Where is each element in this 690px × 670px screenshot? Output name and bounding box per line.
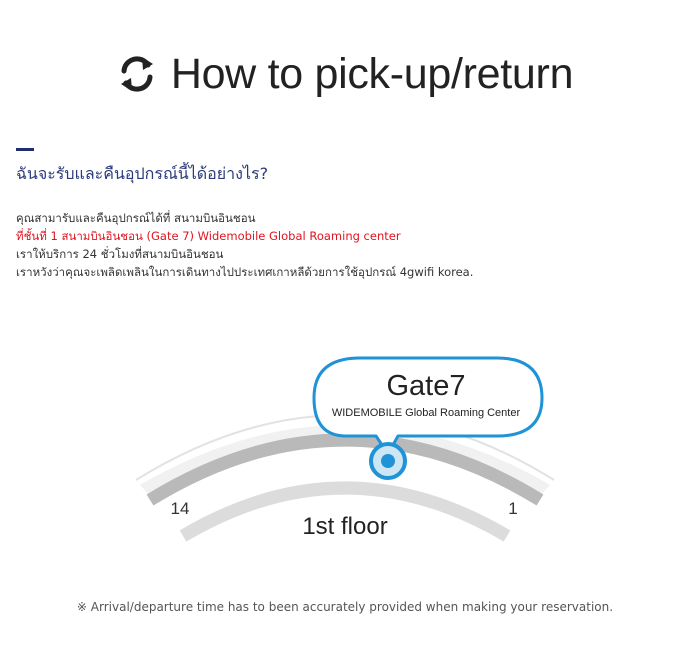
gate-label-left: 14 xyxy=(170,499,190,518)
callout-title: Gate7 xyxy=(386,370,466,402)
info-line-hours: เราให้บริการ 24 ชั่วโมงที่สนามบินอินชอน xyxy=(16,247,224,261)
floor-label: 1st floor xyxy=(302,513,388,540)
gate-label-right: 1 xyxy=(508,499,518,518)
info-line-enjoy: เราหวังว่าคุณจะเพลิดเพลินในการเดินทางไปประเทศเกาหลีด้วยการใช้อุปกรณ์ 4gwifi korea. xyxy=(16,265,474,279)
info-line-gate: ที่ชั้นที่ 1 สนามบินอินชอน (Gate 7) Widemobile Global Roaming center xyxy=(16,229,401,243)
location-pin-icon xyxy=(371,444,405,478)
airport-map xyxy=(0,340,690,570)
refresh-icon xyxy=(117,54,157,94)
info-line-location: คุณสามารับและคืนอุปกรณ์ได้ที่ สนามบินอินชอน xyxy=(16,211,256,225)
page-title: How to pick-up/return xyxy=(170,49,574,98)
title-row xyxy=(0,44,690,104)
info-text xyxy=(16,209,473,281)
reservation-note: ※ Arrival/departure time has to been accurately provided when making your reservation. xyxy=(76,600,614,614)
callout-subtitle: WIDEMOBILE Global Roaming Center xyxy=(331,407,521,419)
section-heading: ฉันจะรับและคืนอุปกรณ์นี้ได้อย่างไร? xyxy=(16,164,269,183)
heading-accent-bar xyxy=(16,148,34,151)
